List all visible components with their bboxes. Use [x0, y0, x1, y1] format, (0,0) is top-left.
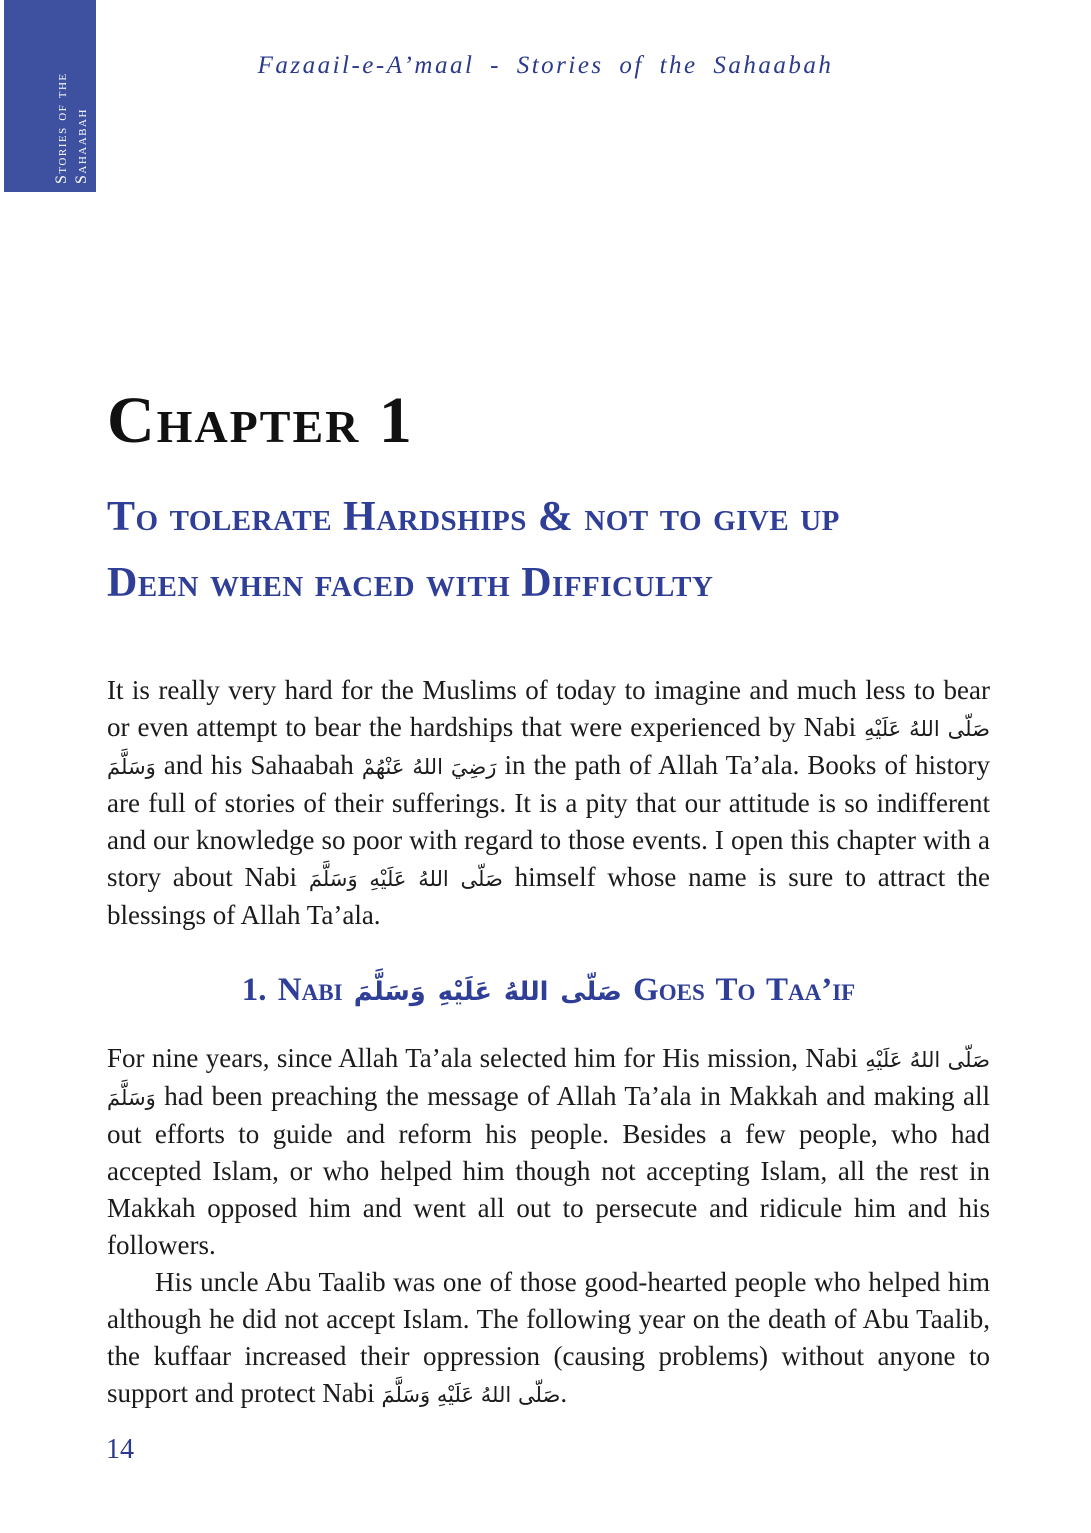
chapter-subtitle [107, 484, 1002, 616]
text-run: himself whose name is sure to attract the blessings of Allah Ta’ala. [107, 862, 990, 930]
text-run: . [560, 1378, 568, 1408]
chapter-title: Chapter 1 [107, 384, 414, 457]
text-run: had been preaching the message of Allah Ta’ala in Makkah and making all out efforts to guide and reform his people. Besides a few people, who had accepted Islam, or who helped him though not accepting Islam, all the rest in Makkah opposed him and went all out to persecute and ridicule him and his followers. [107, 1081, 990, 1260]
arabic-honorific: صَلّى اللهُ عَلَيْهِ وَسَلَّمَ [381, 1382, 561, 1407]
arabic-honorific: صَلّى اللهُ عَلَيْهِ وَسَلَّمَ [308, 866, 503, 891]
text-run: Goes To Taa’if [621, 972, 856, 1008]
body-paragraphs-2-3 [107, 1040, 990, 1413]
paragraph-text [107, 1040, 990, 1264]
paragraph-text [107, 672, 990, 934]
spine-tab-label-line1: Stories of the [53, 72, 70, 184]
text-run: in the path of Allah Ta’ala. Books of history are full of stories of their sufferings. It is a pity that our attitude is so indifferent and our knowledge so poor with regard to those events. I open this chapter with a story about Nabi [107, 750, 990, 892]
arabic-honorific: صَلّى اللهُ عَلَيْهِ وَسَلَّمَ [107, 716, 990, 779]
arabic-honorific: صَلّى اللهُ عَلَيْهِ وَسَلَّمَ [107, 1047, 991, 1110]
spine-tab-label-line2: Sahaabah [73, 108, 90, 184]
text-run: It is really very hard for the Muslims of today to imagine and much less to bear or even attempt to bear the hardships that were experienced by Nabi [107, 675, 990, 742]
chapter-subtitle-line2: Deen when faced with Difficulty [107, 560, 714, 606]
page-number: 14 [106, 1434, 134, 1465]
running-header: Fazaail-e-A’maal - Stories of the Sahaabah [257, 52, 834, 79]
body-paragraph-1 [107, 672, 990, 934]
text-run: and his Sahaabah [155, 750, 362, 780]
text-run: 1. Nabi [241, 972, 354, 1008]
chapter-subtitle-line1: To tolerate Hardships & not to give up [107, 494, 840, 540]
arabic-honorific: رَضِيَ اللهُ عَنْهُمْ [361, 754, 497, 779]
text-run: For nine years, since Allah Ta’ala selected him for His mission, Nabi [107, 1043, 866, 1073]
arabic-honorific: صَلّى اللهُ عَلَيْهِ وَسَلَّمَ [353, 977, 622, 1007]
text-run: His uncle Abu Taalib was one of those good-hearted people who helped him although he did not accept Islam. The following year on the death of Abu Taalib, the kuffaar increased their oppression (causing problems) without anyone to support and protect Nabi [107, 1267, 990, 1408]
spine-tab [4, 0, 96, 192]
section-heading [107, 972, 990, 1009]
paragraph-text [107, 1264, 990, 1413]
